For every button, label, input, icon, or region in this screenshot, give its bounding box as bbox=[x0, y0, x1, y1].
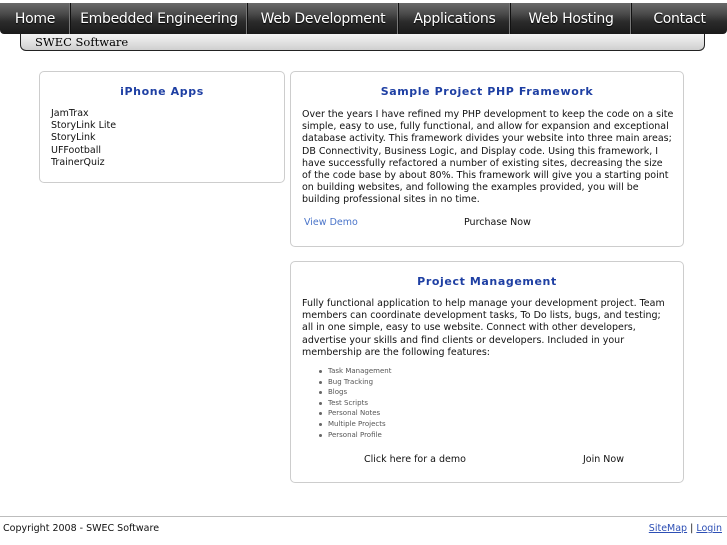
php-framework-title: Sample Project PHP Framework bbox=[380, 85, 594, 98]
footer-copyright: Copyright 2008 - SWEC Software bbox=[3, 523, 160, 534]
purchase-now-link[interactable]: Purchase Now bbox=[464, 217, 531, 228]
app-list-item[interactable]: TrainerQuiz bbox=[51, 156, 105, 168]
footer-separator: | bbox=[690, 523, 694, 534]
app-list-item[interactable]: JamTrax bbox=[51, 108, 89, 119]
view-demo-link[interactable]: View Demo bbox=[304, 217, 358, 228]
php-framework-panel bbox=[290, 71, 684, 247]
iphone-app-list bbox=[51, 108, 116, 169]
feature-item: Personal Profile bbox=[319, 430, 391, 441]
php-framework-description: Over the years I have refined my PHP development to keep the code on a site simple, easy to use, fully functional, and allow for expansion and exceptional database activity. This framework divides your website into three main areas; DB Connectivity, Business Logic, and Display code. Using this framework, I have successfully refactored a number of existing sites, decreasing the size of the code base by about 80%. This framework will give you a starting point on building websites, and following the examples provided, you will be building professional sites in no time. bbox=[302, 109, 674, 206]
feature-item: Personal Notes bbox=[319, 408, 391, 419]
feature-item: Blogs bbox=[319, 387, 391, 398]
iphone-apps-title: iPhone Apps bbox=[120, 85, 204, 98]
nav-home[interactable]: Home bbox=[0, 3, 71, 34]
footer-links bbox=[649, 523, 722, 534]
site-name: SWEC Software bbox=[35, 35, 129, 49]
site-subheader bbox=[20, 34, 705, 51]
footer-divider bbox=[0, 516, 727, 517]
nav-web-hosting[interactable]: Web Hosting bbox=[511, 3, 632, 34]
nav-web-development[interactable]: Web Development bbox=[248, 3, 399, 34]
demo-link[interactable]: Click here for a demo bbox=[364, 454, 466, 465]
iphone-apps-panel bbox=[39, 71, 285, 183]
feature-item: Task Management bbox=[319, 366, 391, 377]
nav-embedded-engineering[interactable]: Embedded Engineering bbox=[71, 3, 248, 34]
feature-item: Multiple Projects bbox=[319, 419, 391, 430]
sitemap-link[interactable]: SiteMap bbox=[648, 523, 688, 534]
project-management-panel bbox=[290, 261, 684, 483]
feature-item: Test Scripts bbox=[319, 398, 391, 409]
app-list-item[interactable]: UFFootball bbox=[51, 144, 102, 156]
app-list-item[interactable]: StoryLink bbox=[51, 132, 96, 144]
top-nav-bar bbox=[0, 3, 727, 34]
project-management-title: Project Management bbox=[417, 275, 557, 288]
project-management-description: Fully functional application to help manage your development project. Team members can coordinate development tasks, To Do lists, bugs, and testing; all in one simple, easy to use website. Connect with other developers, advertise your skills and find clients or developers. Included in your membership are the following features: bbox=[302, 298, 665, 358]
feature-list bbox=[319, 366, 391, 440]
feature-item: Bug Tracking bbox=[319, 377, 391, 388]
nav-contact[interactable]: Contact bbox=[653, 10, 706, 27]
nav-applications[interactable]: Applications bbox=[399, 3, 511, 34]
login-link[interactable]: Login bbox=[696, 523, 722, 534]
app-list-item[interactable]: StoryLink Lite bbox=[51, 120, 117, 132]
join-now-link[interactable]: Join Now bbox=[583, 454, 624, 465]
